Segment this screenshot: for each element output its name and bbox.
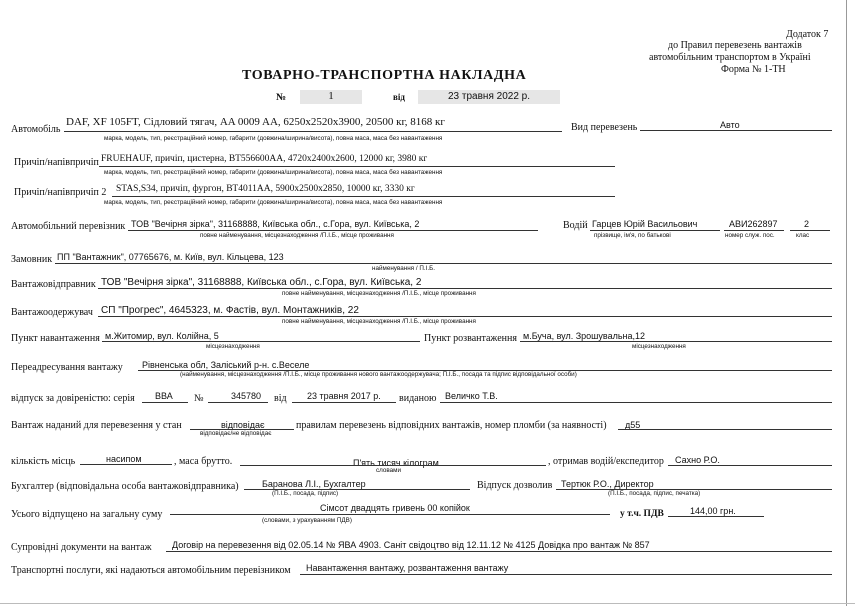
- services-underline: [300, 574, 832, 575]
- gross-value: П'ять тисяч кілограм: [353, 458, 439, 468]
- released-value: Тертюк Р.О., Директор: [561, 479, 654, 489]
- docs-label: Супровідні документи на вантаж: [11, 542, 152, 553]
- compliance-label: Вантаж наданий для перевезення у стан: [11, 420, 182, 431]
- redirect-caption: (найменування, місцезнаходження /П.І.Б., місце проживання нового вантажоодержувача; П.І.Б., посада та підпис відповідальної особи): [180, 371, 577, 378]
- total-label: Усього відпущено на загальну суму: [11, 509, 163, 520]
- trailer1-underline: [99, 166, 615, 167]
- customer-underline: [55, 263, 832, 264]
- driver-name-caption: прізвище, ім'я, по батькові: [594, 232, 671, 239]
- customer-label: Замовник: [11, 254, 53, 265]
- consignee-value: СП "Прогрес", 4645323, м. Фастів, вул. Монтажників, 22: [101, 305, 359, 316]
- document-number: 1: [300, 90, 362, 104]
- accountant-label: Бухгалтер (відповідальна особа вантажовідправника): [11, 481, 239, 492]
- vehicle-value: DAF, XF 105FT, Сідловий тягач, AA 0009 AA, 6250x2520x3900, 20500 кг, 8168 кг: [66, 116, 445, 128]
- quantity-label: кількість місць: [11, 456, 76, 467]
- unloading-point-value: м.Буча, вул. Зрошувальна,12: [523, 331, 646, 341]
- poa-label: відпуск за довіреністю: серія: [11, 393, 135, 404]
- license-underline: [724, 230, 784, 231]
- docs-value: Договір на перевезення від 02.05.14 № ЯВА 4903. Саніт свідоцтво від 12.11.12 № 4125 Довідка про вантаж № 857: [172, 540, 650, 550]
- compliance-value: відповідає: [221, 420, 265, 430]
- transport-type-underline: [640, 130, 832, 131]
- license-class-underline: [790, 230, 830, 231]
- consignee-caption: повне найменування, місцезнаходження /П.І.Б., місце проживання: [282, 318, 476, 325]
- shipper-label: Вантажовідправник: [11, 279, 96, 290]
- page-bottom-border: [0, 603, 855, 604]
- redirect-label: Переадресування вантажу: [11, 362, 123, 373]
- shipper-caption: повне найменування, місцезнаходження /П.І.Б., місце проживання: [282, 290, 476, 297]
- received-by: Сахно Р.О.: [675, 455, 720, 465]
- driver-name-underline: [590, 230, 720, 231]
- vat-label: у т.ч. ПДВ: [620, 509, 664, 519]
- poa-date-label: від: [274, 393, 287, 404]
- transport-type-value: Авто: [720, 120, 740, 130]
- carrier-underline: [128, 230, 538, 231]
- poa-issued-underline: [440, 402, 832, 403]
- carrier-label: Автомобільний перевізник: [11, 221, 126, 232]
- gross-caption: словами: [376, 467, 402, 474]
- poa-number-underline: [208, 402, 268, 403]
- driver-label: Водій: [563, 220, 588, 231]
- page-right-border: [846, 0, 847, 606]
- poa-issued-label: виданою: [399, 393, 437, 404]
- customer-caption: найменування / П.І.Б.: [372, 265, 435, 272]
- seal-underline: [618, 429, 832, 430]
- gross-label: , маса брутто.: [174, 456, 233, 467]
- rules-line-2: автомобільним транспортом в Україні: [649, 52, 811, 63]
- loading-point-underline: [102, 341, 420, 342]
- gross-underline: [240, 465, 546, 466]
- services-label: Транспортні послуги, які надаються автомобільним перевізником: [11, 565, 291, 576]
- trailer2-value: STAS,S34, причіп, фургон, ВТ4011АА, 5900x2500x2850, 10000 кг, 3330 кг: [116, 184, 415, 194]
- accountant-caption: (П.І.Б., посада, підпис): [272, 490, 339, 497]
- appendix-label: Додаток 7: [786, 29, 829, 40]
- vehicle-caption: марка, модель, тип, реєстраційний номер, габарити (довжина/ширина/висота), повна маса, маса без навантаження: [104, 135, 443, 142]
- poa-series: ВВА: [155, 391, 173, 401]
- quantity-places: насипом: [106, 454, 142, 464]
- vat-underline: [668, 516, 764, 517]
- license-caption: номер служ. пос.: [725, 232, 775, 239]
- total-underline: [170, 514, 610, 515]
- rules-line-1: до Правил перевезень вантажів: [668, 40, 802, 51]
- loading-point-caption: місцезнаходження: [206, 343, 260, 350]
- date-label: від: [393, 92, 405, 102]
- shipper-underline: [98, 288, 832, 289]
- poa-series-underline: [142, 402, 188, 403]
- quantity-places-underline: [80, 464, 172, 465]
- total-caption: (словами, з урахуванням ПДВ): [262, 517, 352, 524]
- docs-underline: [166, 551, 832, 552]
- consignee-underline: [98, 316, 832, 317]
- license-class: 2: [804, 219, 810, 229]
- carrier-caption: повне найменування, місцезнаходження /П.І.Б., місце проживання: [200, 232, 394, 239]
- trailer1-label: Причіп/напівпричіп: [14, 157, 99, 168]
- released-caption: (П.І.Б., посада, підпис, печатка): [608, 490, 701, 497]
- poa-number-label: №: [194, 393, 204, 404]
- vat-value: 144,00 грн.: [690, 506, 736, 516]
- trailer1-caption: марка, модель, тип, реєстраційний номер, габарити (довжина/ширина/висота), повна маса, маса без навантаження: [104, 169, 443, 176]
- trailer2-underline: [112, 196, 615, 197]
- number-label: №: [276, 92, 287, 103]
- total-value: Сімсот двадцять гривень 00 копійок: [320, 503, 470, 513]
- poa-date-underline: [292, 402, 396, 403]
- poa-issued-to: Величко Т.В.: [445, 391, 498, 401]
- vehicle-label: Автомобіль: [11, 124, 61, 135]
- trailer1-value: FRUEHAUF, причіп, цистерна, ВТ556600АА, 4720x2400x2600, 12000 кг, 3980 кг: [101, 154, 428, 164]
- accountant-value: Баранова Л.І., Бухгалтер: [262, 479, 366, 489]
- compliance-rules-text: правилам перевезень відповідних вантажів, номер пломби (за наявності): [296, 420, 607, 431]
- license-class-caption: клас: [796, 232, 810, 239]
- seal-number: д55: [625, 420, 641, 430]
- loading-point-value: м.Житомир, вул. Колійна, 5: [105, 331, 219, 341]
- loading-point-label: Пункт навантаження: [11, 333, 100, 344]
- trailer2-label: Причіп/напівпричіп 2: [14, 187, 107, 198]
- poa-date: 23 травня 2017 р.: [307, 391, 381, 401]
- shipper-value: ТОВ "Вечірня зірка", 31168888, Київська обл., с.Гора, вул. Київська, 2: [101, 277, 422, 288]
- unloading-point-label: Пункт розвантаження: [424, 333, 517, 344]
- document-title: ТОВАРНО-ТРАНСПОРТНА НАКЛАДНА: [242, 68, 527, 83]
- redirect-value: Рівненська обл, Заліський р-н. с.Веселе: [142, 360, 310, 370]
- poa-number: 345780: [231, 391, 262, 401]
- transport-type-label: Вид перевезень: [571, 122, 638, 133]
- received-label: , отримав водій/експедитор: [548, 456, 664, 467]
- unloading-point-caption: місцезнаходження: [632, 343, 686, 350]
- received-underline: [668, 465, 832, 466]
- customer-value: ПП "Вантажник", 07765676, м. Київ, вул. Кільцева, 123: [57, 252, 284, 262]
- services-value: Навантаження вантажу, розвантаження вантажу: [306, 563, 509, 573]
- unloading-point-underline: [520, 341, 832, 342]
- carrier-value: ТОВ "Вечірня зірка", 31168888, Київська обл., с.Гора, вул. Київська, 2: [131, 219, 420, 229]
- released-label: Відпуск дозволив: [477, 480, 553, 491]
- document-date: 23 травня 2022 р.: [418, 90, 560, 104]
- compliance-caption: відповідає/не відповідає: [200, 430, 272, 437]
- driver-name: Гарцев Юрій Васильович: [592, 219, 698, 229]
- trailer2-caption: марка, модель, тип, реєстраційний номер, габарити (довжина/ширина/висота), повна маса, маса без навантаження: [104, 199, 443, 206]
- license-number: АВИ262897: [729, 219, 778, 229]
- consignee-label: Вантажоодержувач: [11, 307, 93, 318]
- form-number: Форма № 1-ТН: [721, 64, 786, 75]
- vehicle-underline: [64, 131, 562, 132]
